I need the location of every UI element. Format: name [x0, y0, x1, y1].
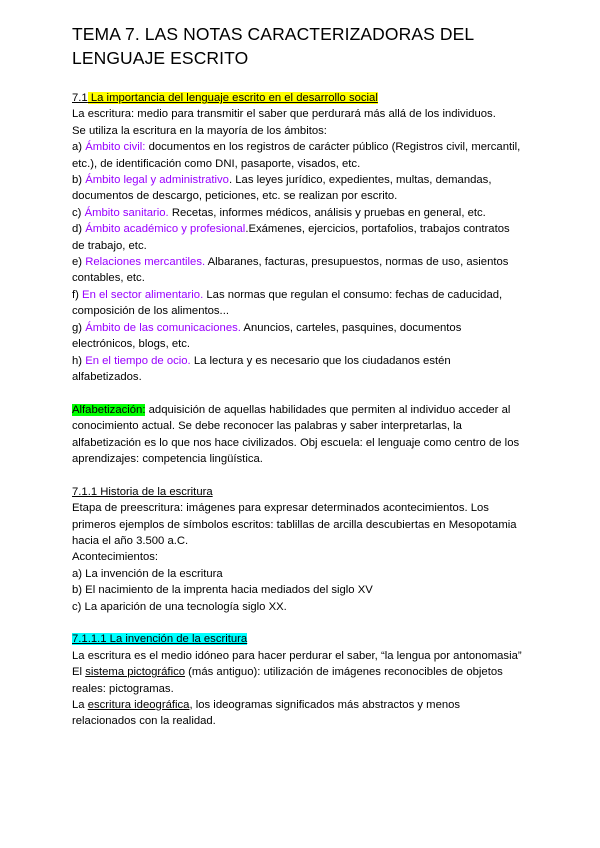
- escritura-ideografica-term: escritura ideográfica: [87, 698, 190, 711]
- text-span: , los ideogramas significados más abstractos y menos relacionados con la realidad.: [72, 698, 461, 728]
- list-item-g: [72, 320, 522, 353]
- section-7-1-1-paragraph: Etapa de preescritura: imágenes para expresar determinados acontecimientos. Los primeros ejemplos de símbolos escritos: tablillas de arcilla descubiertas en Mesopotamia hacia el año 3.500 a.C.: [72, 502, 517, 547]
- section-7-1-heading: [72, 90, 522, 106]
- section-7-1-1-heading: 7.1.1 Historia de la escritura: [72, 485, 213, 498]
- page-title: [72, 22, 522, 70]
- list-item-text: . Las leyes jurídico, expedientes, multas, demandas, documentos de descargo, peticiones, etc. se realizan por escrito.: [72, 174, 492, 203]
- acontecimientos-item-c: c) La aparición de una tecnología siglo XX.: [72, 600, 287, 613]
- list-item-f: [72, 287, 522, 320]
- list-item-text: .Exámenes, ejercicios, portafolios, trabajos contratos de trabajo, etc.: [72, 223, 510, 252]
- sistema-pictografico-term: sistema pictográfico: [85, 666, 186, 679]
- spacer: [72, 615, 522, 631]
- title-line-2: LENGUAJE ESCRITO: [72, 48, 249, 68]
- list-item-h: [72, 353, 522, 386]
- list-item-prefix: e): [72, 256, 86, 269]
- list-item-prefix: b): [72, 174, 86, 187]
- acontecimientos-item-a: a) La invención de la escritura: [72, 567, 223, 580]
- alfabetizacion-term: Alfabetización:: [72, 403, 146, 416]
- list-item-text: Anuncios, carteles, pasquines, documentos electrónicos, blogs, etc.: [72, 321, 462, 351]
- section-7-1-1-1-paragraph-3: [72, 697, 522, 730]
- list-item-prefix: d): [72, 223, 86, 236]
- list-item-label: Ámbito legal y administrativo: [85, 174, 229, 187]
- list-item-prefix: a): [72, 141, 86, 154]
- list-item-c: [72, 205, 522, 221]
- acontecimientos-label: Acontecimientos:: [72, 551, 159, 564]
- alfabetizacion-text: adquisición de aquellas habilidades que permiten al individuo acceder al conocimiento actual. Se debe reconocer las palabras y saber interpretarlas, la alfabetización es lo que nos hace civilizados. Obj escuela: el lenguaje como centro de los aprendizajes: competencia lingüística.: [72, 403, 520, 465]
- list-item-label: Ámbito civil:: [85, 141, 146, 154]
- list-item-prefix: g): [72, 321, 86, 334]
- spacer: [72, 467, 522, 483]
- list-item-e: [72, 254, 522, 287]
- list-item-label: En el tiempo de ocio.: [85, 354, 191, 367]
- list-item-text: documentos en los registros de carácter público (Registros civil, mercantil, etc.), de identificación como DNI, pasaporte, visados, etc.: [72, 141, 521, 170]
- list-item-text: La lectura y es necesario que los ciudadanos estén alfabetizados.: [72, 354, 451, 383]
- list-item-prefix: h): [72, 354, 86, 367]
- list-item-label: Relaciones mercantiles.: [85, 256, 206, 269]
- list-item-a: [72, 139, 522, 172]
- list-item-prefix: c): [72, 206, 85, 219]
- section-7-1-1-1-title: 7.1.1.1 La invención de la escritura: [72, 633, 248, 646]
- list-item-d: [72, 221, 522, 254]
- list-item-label: En el sector alimentario.: [82, 288, 204, 301]
- list-item-text: Albaranes, facturas, presupuestos, normas de uso, asientos contables, etc.: [72, 256, 509, 285]
- acontecimientos-item-b: b) El nacimiento de la imprenta hacia mediados del siglo XV: [72, 584, 373, 597]
- list-item-text: Recetas, informes médicos, análisis y pruebas en general, etc.: [168, 206, 486, 219]
- alfabetizacion-paragraph: [72, 402, 522, 468]
- list-item-text: Las normas que regulan el consumo: fechas de caducidad, composición de los alimentos...: [72, 288, 503, 318]
- list-item-label: Ámbito de las comunicaciones.: [85, 321, 241, 334]
- title-line-1: TEMA 7. LAS NOTAS CARACTERIZADORAS DEL: [72, 24, 475, 44]
- section-7-1-intro-1: La escritura: medio para transmitir el saber que perdurará más allá de los individuos.: [72, 108, 496, 121]
- text-span: El: [72, 666, 86, 679]
- list-item-prefix: f): [72, 288, 83, 301]
- list-item-label: Ámbito sanitario.: [84, 206, 169, 219]
- text-span: La: [72, 698, 88, 711]
- section-7-1-1-1-paragraph-1: La escritura es el medio idóneo para hacer perdurar el saber, “la lengua por antonomasia”: [72, 649, 522, 662]
- list-item-b: [72, 172, 522, 205]
- list-item-label: Ámbito académico y profesional: [85, 223, 246, 236]
- section-7-1-number: 7.1: [72, 92, 88, 104]
- section-7-1-1-1-heading: [72, 631, 522, 647]
- text-span: (más antiguo): utilización de imágenes reconocibles de objetos reales: pictogramas.: [72, 666, 503, 695]
- section-7-1-title: La importancia del lenguaje escrito en el desarrollo social: [87, 92, 378, 104]
- section-7-1-intro-2: Se utiliza la escritura en la mayoría de los ámbitos:: [72, 124, 327, 137]
- spacer: [72, 385, 522, 401]
- section-7-1-1-1-paragraph-2: [72, 664, 522, 697]
